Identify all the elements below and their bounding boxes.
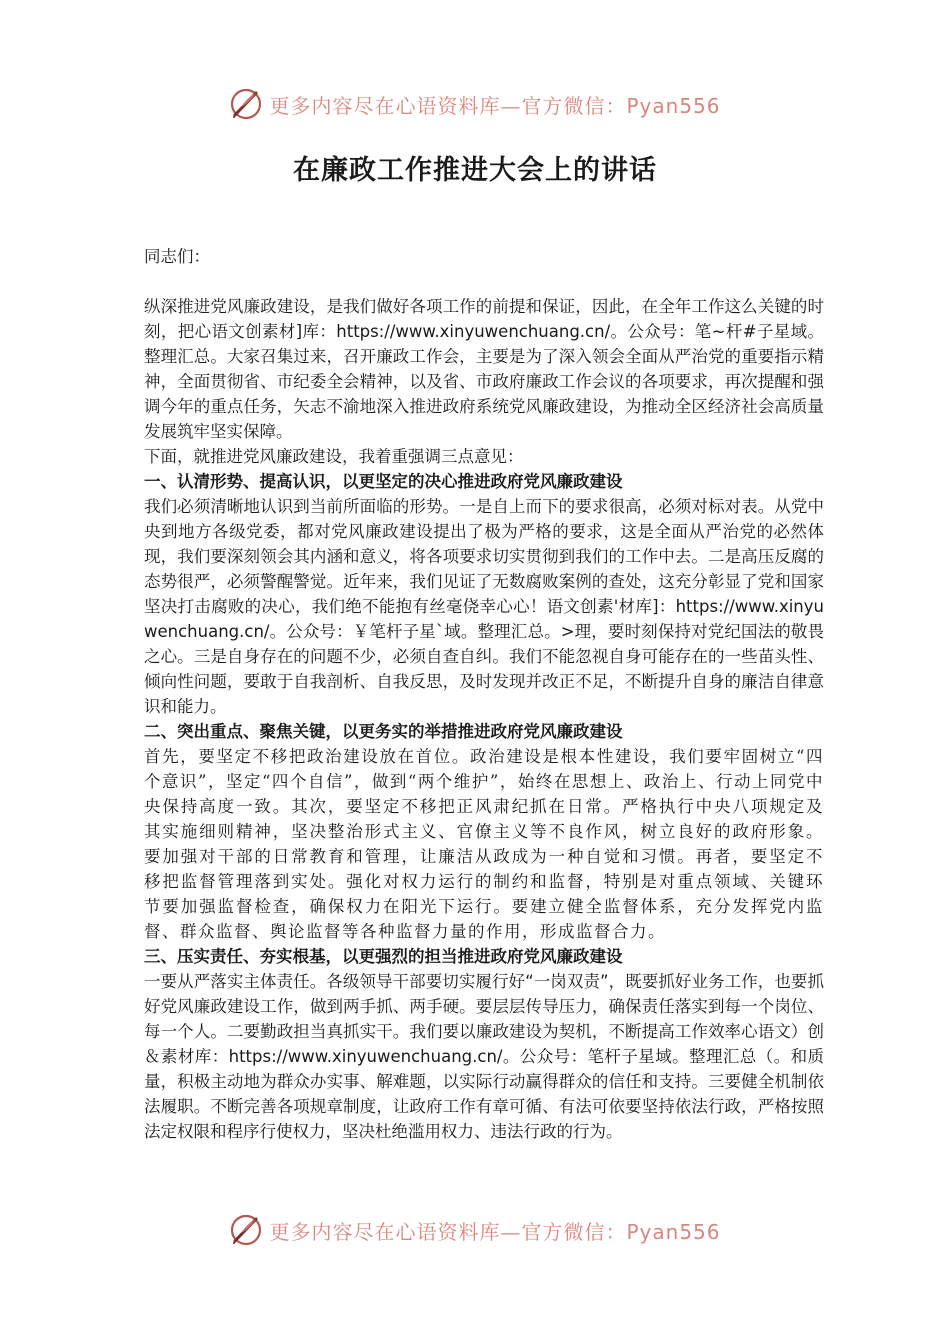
document-body xyxy=(144,244,824,1144)
banner-text: 更多内容尽在心语资料库—官方微信：Pyan556 xyxy=(269,1219,721,1244)
section-heading: 二、突出重点、聚焦关键，以更务实的举措推进政府党风廉政建设 xyxy=(144,722,623,741)
section-body: 一要从严落实主体责任。各级领导干部要切实履行好“一岗双责”，既要抓好业务工作，也要抓好党风廉政建设工作，做到两手抓、两手硬。要层层传导压力，确保责任落实到每一个岗位、每一个人。二要勤政担当真抓实干。我们要以廉政建设为契机，不断提高工作效率心语文）创＆素材库：https://www.xinyuwenchuang.cn/。公众号：笔杆子星域。整理汇总（。和质量，积极主动地为群众办实事、解难题，以实际行动赢得群众的信任和支持。三要健全机制依法履职。不断完善各项规章制度，让政府工作有章可循、有法可依要坚持依法行政，严格按照法定权限和程序行使权力，坚决杜绝滥用权力、违法行政的行为。 xyxy=(144,972,824,1141)
section-body: 首先，要坚定不移把政治建设放在首位。政治建设是根本性建设，我们要牢固树立“四个意识”，坚定“四个自信”，做到“两个维护”，始终在思想上、政治上、行动上同党中央保持高度一致。其次，要坚定不移把正风肃纪抓在日常。严格执行中央八项规定及其实施细则精神，坚决整治形式主义、官僚主义等不良作风，树立良好的政府形象。要加强对干部的日常教育和管理，让廉洁从政成为一种自觉和习惯。再者，要坚定不移把监督管理落到实处。强化对权力运行的制约和监督，特别是对重点领域、关键环节要加强监督检查，确保权力在阳光下运行。要建立健全监督体系，充分发挥党内监督、群众监督、舆论监督等各种监督力量的作用，形成监督合力。 xyxy=(144,747,824,941)
banner-text: 更多内容尽在心语资料库—官方微信：Pyan556 xyxy=(269,93,721,118)
quill-logo-icon xyxy=(229,87,263,121)
section-heading: 三、压实责任、夯实根基，以更强烈的担当推进政府党风廉政建设 xyxy=(144,947,623,966)
intro-paragraph: 纵深推进党风廉政建设，是我们做好各项工作的前提和保证，因此，在全年工作这么关键的时刻，把心语文创素材]库：https://www.xinyuwenchuang.cn/。公众号：笔~杆#子星域。整理汇总。大家召集过来，召开廉政工作会，主要是为了深入领会全面从严治党的重要指示精神，全面贯彻省、市纪委全会精神，以及省、市政府廉政工作会议的各项要求，再次提醒和强调今年的重点任务，矢志不渝地深入推进政府系统党风廉政建设，为推动全区经济社会高质量发展筑牢坚实保障。 xyxy=(144,297,824,441)
section-heading: 一、认清形势、提高认识，以更坚定的决心推进政府党风廉政建设 xyxy=(144,472,623,491)
quill-logo-icon xyxy=(229,1213,263,1247)
header-banner xyxy=(0,84,950,124)
salutation: 同志们： xyxy=(144,247,210,266)
document-title: 在廉政工作推进大会上的讲话 xyxy=(293,155,657,186)
section-body: 我们必须清晰地认识到当前所面临的形势。一是自上而下的要求很高，必须对标对表。从党中央到地方各级党委，都对党风廉政建设提出了极为严格的要求，这是全面从严治党的必然体现，我们要深刻领会其内涵和意义，将各项要求切实贯彻到我们的工作中去。二是高压反腐的态势很严，必须警醒警觉。近年来，我们见证了无数腐败案例的查处，这充分彰显了党和国家坚决打击腐败的决心，我们绝不能抱有丝毫侥幸心心！语文创素'材库]：https://www.xinyuwenchuang.cn/。公众号：￥笔杆子星`域。整理汇总。>理，要时刻保持对党纪国法的敬畏之心。三是自身存在的问题不少，必须自查自纠。我们不能忽视自身可能存在的一些苗头性、倾向性问题，要敢于自我剖析、自我反思，及时发现并改正不足，不断提升自身的廉洁自律意识和能力。 xyxy=(144,497,824,716)
transition-paragraph: 下面，就推进党风廉政建设，我着重强调三点意见： xyxy=(144,447,524,466)
footer-banner xyxy=(0,1210,950,1250)
